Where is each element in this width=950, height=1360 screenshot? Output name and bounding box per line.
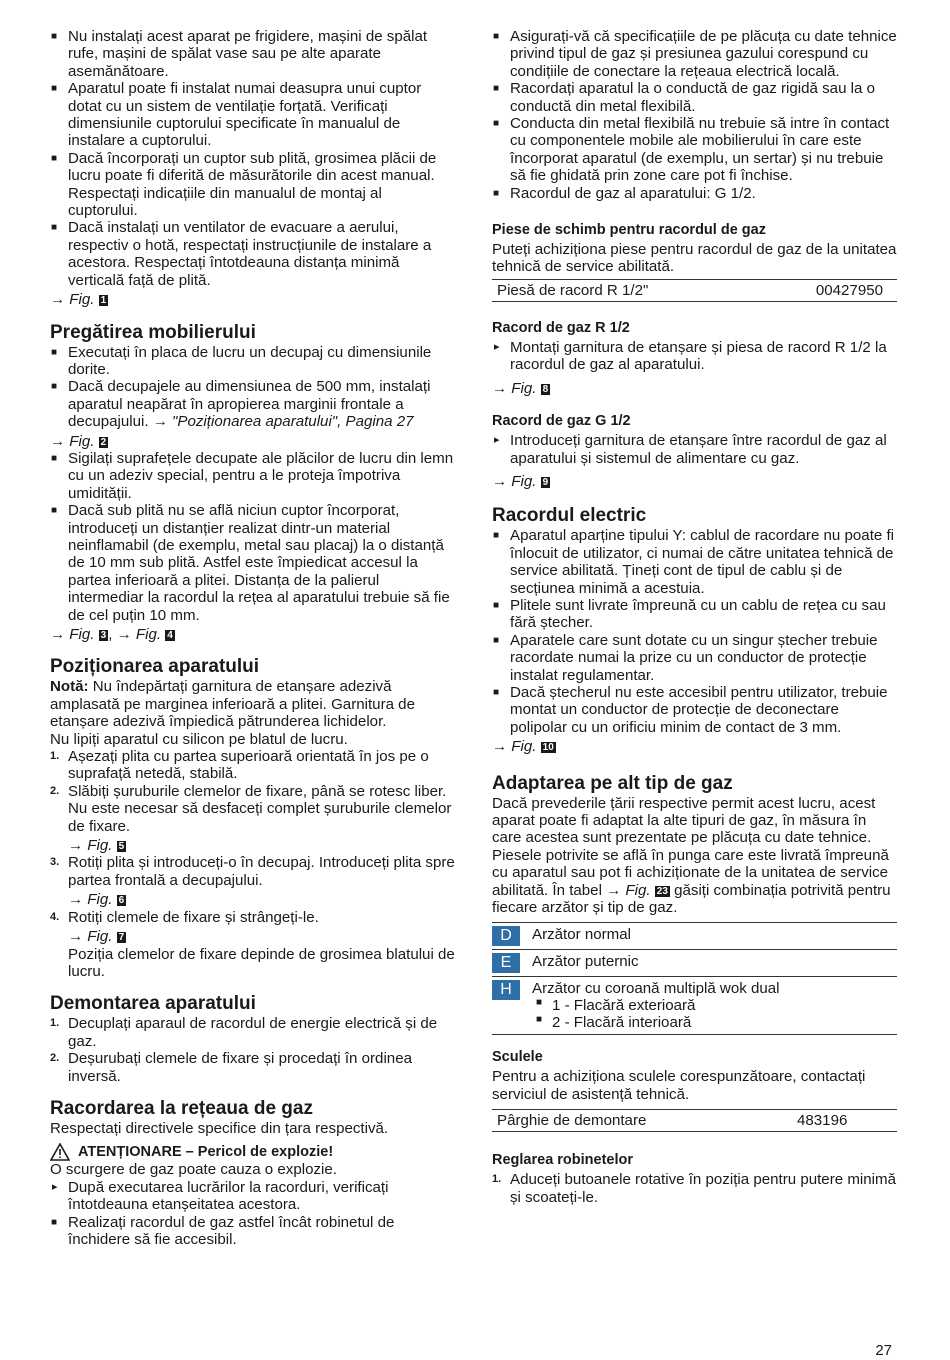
figure-reference: → Fig. 1 bbox=[50, 291, 107, 309]
list-item: ■ Realizați racordul de gaz astfel încât robinetul de închidere să fie accesibil. bbox=[50, 1214, 455, 1249]
list-item: ■ Conducta din metal flexibilă nu trebuie să intre în contact cu componentele mobile ale mobilierului în care este încorporat aparatul (de exemplu, un sertar) și nu trebuie să fie ghidată prin zone care pot fi închise. bbox=[492, 115, 897, 185]
section-title: Demontarea aparatului bbox=[50, 993, 256, 1015]
page-number: 27 bbox=[875, 1342, 892, 1359]
section-title: Racordul electric bbox=[492, 505, 647, 527]
figure-reference: → Fig. 3 , → Fig. 4 bbox=[50, 626, 173, 643]
action-item: ▸ Introduceți garnitura de etanșare între racordul de gaz al aparatului și sistemul de alimentare cu gaz. bbox=[492, 432, 897, 467]
figure-reference: → Fig. 6 bbox=[68, 891, 125, 909]
warning-triangle-icon bbox=[50, 1143, 70, 1161]
table-row: Pârghie de demontare 483196 bbox=[497, 1112, 848, 1130]
list-item: ■ Dacă sub plită nu se află niciun cuptor încorporat, introduceți un distanțier realizat dintr-un material neinflamabil (de exemplu, metal sau placaj) la o distanță de 10 mm sub plită. Astfel este împiedicat accesul la partea inferioară a plitei. Distanța de la palierul intermediar la racordul la rețea al aparatului trebuie să fie de cel puțin 10 mm. bbox=[50, 502, 455, 624]
list-item: ■ Executați în placa de lucru un decupaj cu dimensiunile dorite. bbox=[50, 344, 455, 379]
figure-reference: → Fig. 9 bbox=[492, 472, 549, 490]
figure-reference: → Fig. 2 bbox=[50, 432, 107, 450]
list-item: ■ Racordul de gaz al aparatului: G 1/2. bbox=[492, 185, 897, 202]
table-row: Piesă de racord R 1/2" 00427950 bbox=[497, 281, 883, 299]
warning-text: O scurgere de gaz poate cauza o explozie. bbox=[50, 1161, 337, 1179]
section-title: Racordarea la rețeaua de gaz bbox=[50, 1097, 313, 1119]
list-item: ■ Dacă instalați un ventilator de evacuare a aerului, respectiv o hotă, respectați instrucțiunile de instalare a acestora. Respectați întotdeauna distanța minimă verticală față de plită. bbox=[50, 219, 455, 289]
paragraph: Dacă prevederile țării respective permit acest lucru, acest aparat poate fi adaptat la alte tipuri de gaz, în măsura în care acestea sunt prezentate pe plăcuța cu date tehnice. bbox=[492, 794, 876, 847]
burner-table bbox=[492, 922, 897, 1035]
parts-table bbox=[492, 279, 897, 302]
subsection-title: Piese de schimb pentru racordul de gaz bbox=[492, 222, 766, 239]
figure-reference: → Fig. 5 bbox=[68, 837, 125, 855]
list-item: ■ Dacă ștecherul nu este accesibil pentru utilizator, trebuie montat un conductor de protecție de deconectare polipolar cu un orificiu minim de contact de 3 mm. bbox=[492, 684, 897, 736]
step-item: 2. Slăbiți șuruburile clemelor de fixare, până se rotesc liber. Nu este necesar să desfaceți complet șuruburile clemelor de fixare. → Fig. 5 bbox=[50, 783, 455, 855]
list-item: ■ Plitele sunt livrate împreună cu un cablu de rețea cu sau fără ștecher. bbox=[492, 597, 897, 632]
step-item: 1. Aduceți butoanele rotative în poziția pentru putere minimă și scoateți-le. bbox=[492, 1171, 896, 1206]
subsection-title: Reglarea robinetelor bbox=[492, 1152, 634, 1169]
figure-number: 1 bbox=[100, 295, 107, 307]
list-item: ■ Asigurați-vă că specificațiile de pe plăcuța cu date tehnice privind tipul de gaz și presiunea gazului corespund cu condițiile de conectare la rețeaua electrică locală. bbox=[492, 28, 897, 80]
figure-reference: → Fig. 7 bbox=[68, 928, 125, 946]
list-item: ■ Aparatul poate fi instalat numai deasupra unui cuptor dotat cu un sistem de ventilație forțată. Verificați dimensiunile cuptorului specificate în manualul de instalare a cuptorului. bbox=[50, 80, 455, 150]
list-item: ■ Dacă decupajele au dimensiunea de 500 mm, instalați aparatul neapărat în apropierea marginii frontale a decupajului. → "Poziționarea aparatului", Pagina 27 bbox=[50, 378, 455, 430]
paragraph: Pentru a achiziționa sculele corespunzătoare, contactați serviciul de asistență tehnică. bbox=[492, 1068, 866, 1103]
burner-tag: E bbox=[492, 953, 520, 973]
section-title: Adaptarea pe alt tip de gaz bbox=[492, 772, 733, 794]
step-item: 1. Decuplați aparaul de racordul de energie electrică și de gaz. bbox=[50, 1015, 438, 1050]
list-item: ■ Dacă încorporați un cuptor sub plită, grosimea plăcii de lucru poate fi diferită de măsurătorile din acest manual. Respectați indicațiile din manualul de montaj al cuptorului. bbox=[50, 150, 455, 220]
table-row: E Arzător puternic bbox=[492, 950, 897, 977]
left-column bbox=[50, 28, 455, 1248]
action-item: ▸ Montați garnitura de etanșare și piesa de racord R 1/2 la racordul de gaz al aparatului. bbox=[492, 339, 897, 374]
paragraph: Respectați directivele specifice din țara respectivă. bbox=[50, 1119, 389, 1137]
note: Notă: Nu îndepărtați garnitura de etanșare adezivă amplasată pe marginea inferioară a plitei. Garnitura de etanșare adezivă împiedică pătrunderea lichidelor. bbox=[50, 678, 415, 731]
right-column bbox=[492, 28, 897, 1206]
list-item: ■ Racordați aparatul la o conductă de gaz rigidă sau la o conductă din metal flexibilă. bbox=[492, 80, 897, 115]
figure-reference: → Fig. 10 bbox=[492, 738, 554, 756]
paragraph: Nu lipiți aparatul cu silicon pe blatul de lucru. bbox=[50, 730, 348, 748]
figure-reference: → Fig. 8 bbox=[492, 379, 549, 397]
table-row: H Arzător cu coroană multiplă wok dual ■ 1 - Flacără exterioară ■ 2 - Flacără interioară bbox=[492, 977, 897, 1035]
table-row: D Arzător normal bbox=[492, 923, 897, 950]
section-title: Poziționarea aparatului bbox=[50, 656, 260, 678]
cross-reference[interactable]: → "Poziționarea aparatului", Pagina 27 bbox=[152, 413, 414, 431]
warning-heading: ATENȚIONARE – Pericol de explozie! bbox=[50, 1143, 455, 1161]
list-item: ■ Aparatele care sunt dotate cu un singur ștecher trebuie racordate numai la prize cu un conductor de protecție instalat regulamentar. bbox=[492, 632, 897, 684]
step-item: 2. Deșurubați clemele de fixare și procedați în ordinea inversă. bbox=[50, 1050, 412, 1085]
action-item: ▸ După executarea lucrărilor la racorduri, verificați întotdeauna etanșeitatea acestora. bbox=[50, 1179, 455, 1214]
subsection-title: Sculele bbox=[492, 1049, 543, 1066]
step-item: 3. Rotiți plita și introduceți-o în decupaj. Introduceți plita spre partea frontală a decupajului. → Fig. 6 bbox=[50, 854, 455, 909]
burner-tag: H bbox=[492, 980, 520, 1000]
list-item: ■ Sigilați suprafețele decupate ale plăcilor de lucru din lemn cu un adeziv special, pentru a le proteja împotriva umidității. bbox=[50, 450, 455, 502]
paragraph: Puteți achiziționa piese pentru racordul de gaz de la unitatea tehnică de service abilitată. bbox=[492, 241, 897, 276]
step-item: 4. Rotiți clemele de fixare și strângeți-le. → Fig. 7 Poziția clemelor de fixare depinde de grosimea blatului de lucru. bbox=[50, 908, 455, 980]
list-item: ■ Aparatul aparține tipului Y: cablul de racordare nu poate fi înlocuit de utilizator, ci numai de către unitatea tehnică de service abilitată. Țineți cont de tipul de cablu și de secțiunea minimă a acestuia. bbox=[492, 527, 897, 597]
step-item: 1. Așezați plita cu partea superioară orientată în jos pe o suprafață netedă, stabilă. bbox=[50, 748, 429, 783]
list-item: ■ Nu instalați acest aparat pe frigidere, mașini de spălat rufe, mașini de spălat vase sau pe alte aparate asemănătoare. bbox=[50, 28, 455, 80]
subsection-title: Racord de gaz R 1/2 bbox=[492, 319, 630, 336]
section-title: Pregătirea mobilierului bbox=[50, 321, 256, 343]
paragraph: Piesele potrivite se află în punga care este livrată împreună cu aparatul sau pot fi achiziționate de la unitatea de service abilitată. În tabel → Fig. 23 găsiți combinația potrivită pentru fiecare arzător și tip de gaz. bbox=[492, 846, 891, 917]
burner-tag: D bbox=[492, 926, 520, 946]
subsection-title: Racord de gaz G 1/2 bbox=[492, 413, 631, 430]
tools-table bbox=[492, 1109, 897, 1132]
